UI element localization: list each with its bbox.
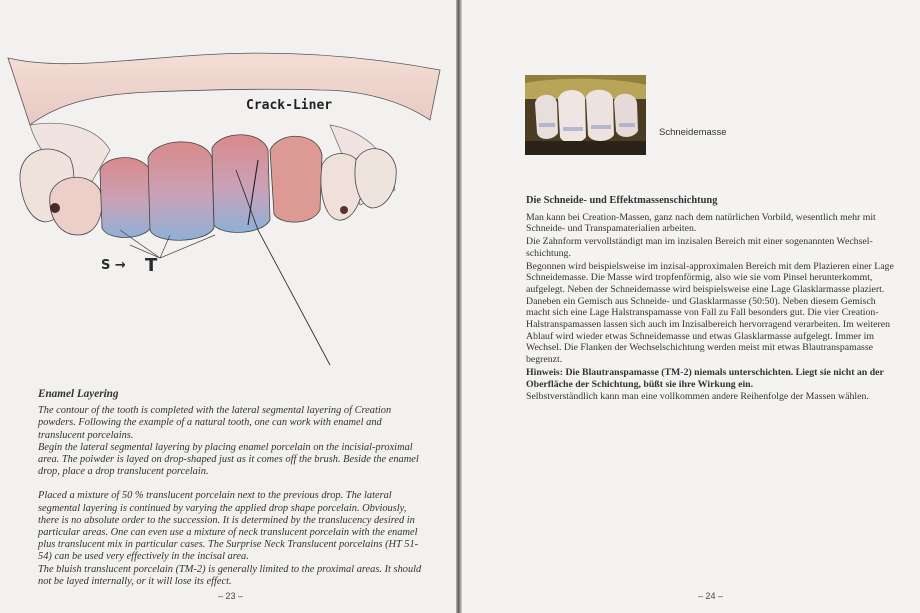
effect-layering-section [526,195,900,404]
teeth-photo [525,75,646,155]
paragraph [38,490,423,588]
paragraph-2: Die Zahnform vervollständigt man im inzisalen Bereich mit einer sogenannten Wechsel-schichtung. [526,236,873,259]
teeth-photo-image [525,75,646,155]
paragraph-1: Man kann bei Creation-Massen, ganz nach dem natürlichen Vorbild, wesentlich mehr mit Schneide- und Transpamaterialien arbeiten. [526,211,876,235]
paragraph-4: Selbstverständlich kann man eine vollkommen andere Reihenfolge der Massen wählen. [526,391,869,403]
section-heading: Enamel Layering [38,388,119,400]
page-number-left: – 23 – [218,591,244,601]
dental-illustration [0,30,456,375]
hint-paragraph: Hinweis: Die Blautranspamasse (TM-2) niemals unterschichten. Liegt sie nicht an der Oberfläche der Schichtung, büßt sie ihre Wirkung ein. [526,366,884,390]
s-label [101,258,126,273]
paragraph-3: Placed a mixture of 50 % translucent porcelain next to the previous drop. The lateral segmental layering is continued by varying the applied drop shape porcelain. Obviously, there is no absolute order to the succession. It is determined by the translucency desired in particular areas. One can even use a mixture of neck translucent porcelain with the enamel plus translucent mix in particular cases. The Surprise Neck Translucent porcelains (HT 51-54) can be used very effectively in the incisal area. [38,490,419,563]
paragraph-3: Begonnen wird beispielsweise im inzisal-approximalen Bereich mit dem Plazieren einer Lage Schneidemasse. Die Masse wird tropfenförmig, also wie sie vom Pinsel herunterkommt, aufgelegt. Neben der Schneidemasse wird beispielsweise eine Lage Glasklarmasse plaziert. Daneben ein Gemisch aus Schneide- und Glasklarmasse (50:50). Neben diesem Gemisch macht sich eine Lage Halstranspamasse von Fall zu Fall besonders gut. Die vier Creation-Halstranspamassen lassen sich auch im Inzisalbereich hervorragend verarbeiten. Im weiteren Ablauf wird wieder etwas Schneidemasse und etwas Glasklarmasse aufgelegt. Immer im Wechsel. Die Flanken der Wechselschichtung werden meist mit etwas Blautranspamasse begrenzt. [526,260,894,366]
enamel-layering-section [38,388,423,600]
paragraph-2: Begin the lateral segmental layering by placing enamel porcelain on the incisial-proximal area. The poiwder is layed on drop-shaped just as it comes off the brush. Beside the enamel drop, place a drop translucent porcelain. [38,441,419,478]
paragraph-4: The bluish translucent porcelain (TM-2) is generally limited to the proximal areas. It should not be layed internally, or it will lose its effect. [38,563,422,587]
s-letter: S [101,258,111,273]
crack-liner-label: Crack-Liner [246,98,333,113]
left-page [0,0,456,613]
t-label: T [145,255,158,276]
paragraph-1: The contour of the tooth is completed with the lateral segmental layering of Creation powders. Following the example of a natural tooth, one can work with enamel and translucent porcelains. [38,405,392,441]
photo-caption: Schneidemasse [659,127,727,138]
page-number-right: – 24 – [698,591,724,601]
s-arrow: → [114,258,126,273]
paragraph [38,405,423,478]
section-heading: Die Schneide- und Effektmassenschichtung [526,195,718,206]
